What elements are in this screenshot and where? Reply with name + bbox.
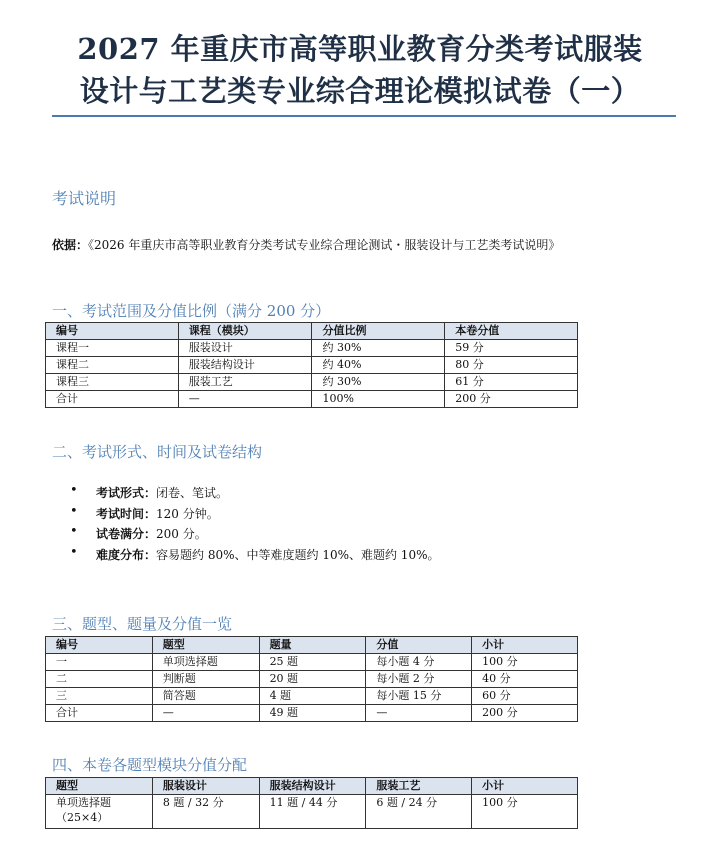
table-header-row: [46, 778, 578, 795]
table-cell: 服装设计: [178, 340, 312, 357]
table-cell: 约 30%: [312, 374, 445, 391]
item-text: 容易题约 80%、中等难度题约 10%、难题约 10%。: [156, 547, 440, 562]
table-row: [46, 357, 578, 374]
table-header-cell: 分值: [366, 637, 472, 654]
table-cell: 三: [46, 688, 153, 705]
title-line-1: 2027 年重庆市高等职业教育分类考试服装: [77, 32, 643, 66]
table-header-cell: 题型: [46, 778, 153, 795]
table-cell: 20 题: [259, 671, 366, 688]
question-type-table: [45, 636, 578, 722]
table-cell: —: [178, 391, 312, 408]
table-header-row: [46, 323, 578, 340]
table-cell: —: [366, 705, 472, 722]
table-header-cell: 课程（模块）: [178, 323, 312, 340]
table-cell: 200 分: [445, 391, 578, 408]
list-item: [70, 505, 439, 526]
table-header-cell: 题量: [259, 637, 366, 654]
table-cell: 约 30%: [312, 340, 445, 357]
table-cell: 40 分: [472, 671, 578, 688]
table-row: [46, 340, 578, 357]
table-cell: 49 题: [259, 705, 366, 722]
item-text: 闭卷、笔试。: [156, 486, 229, 500]
section4-title: 四、本卷各题型模块分值分配: [52, 756, 248, 774]
table-cell: [46, 795, 153, 829]
table-cell: 80 分: [445, 357, 578, 374]
table-cell: 合计: [46, 705, 153, 722]
table-row: [46, 374, 578, 391]
item-label: 考试形式：: [96, 486, 157, 500]
exam-notes-heading: 考试说明: [52, 189, 117, 208]
module-score-table: [45, 777, 578, 829]
title-line-2: 设计与工艺类专业综合理论模拟试卷（一）: [79, 74, 641, 108]
table-header-cell: 分值比例: [312, 323, 445, 340]
table-header-cell: 小计: [472, 637, 578, 654]
table-cell: 二: [46, 671, 153, 688]
list-item: [70, 525, 439, 546]
table-cell: 每小题 15 分: [366, 688, 472, 705]
table-header-cell: 服装结构设计: [259, 778, 366, 795]
table-cell: 服装结构设计: [178, 357, 312, 374]
table-cell: 4 题: [259, 688, 366, 705]
table-cell: 课程二: [46, 357, 179, 374]
table-row: [46, 671, 578, 688]
list-item: [70, 484, 439, 505]
table-cell: 11 题 / 44 分: [259, 795, 366, 829]
table-cell: 59 分: [445, 340, 578, 357]
table-cell: 每小题 2 分: [366, 671, 472, 688]
table-cell: 每小题 4 分: [366, 654, 472, 671]
table-header-cell: 编号: [46, 637, 153, 654]
basis-text: 《2026 年重庆市高等职业教育分类考试专业综合理论测试・服装设计与工艺类考试说明》: [88, 238, 561, 252]
table-cell: 100 分: [472, 654, 578, 671]
table-cell: 6 题 / 24 分: [366, 795, 472, 829]
item-label: 试卷满分：: [96, 527, 157, 541]
section3-title: 三、题型、题量及分值一览: [52, 615, 233, 633]
table-row: [46, 705, 578, 722]
table-header-row: [46, 637, 578, 654]
basis-label: 依据：: [52, 238, 89, 252]
table-row: [46, 795, 578, 829]
table-cell: 61 分: [445, 374, 578, 391]
row-type-note: （25×4）: [56, 811, 109, 824]
table-cell: 合计: [46, 391, 179, 408]
table-cell: 8 题 / 32 分: [152, 795, 259, 829]
table-header-cell: 本卷分值: [445, 323, 578, 340]
table-header-cell: 编号: [46, 323, 179, 340]
table-cell: 简答题: [152, 688, 259, 705]
title-divider: [52, 115, 676, 117]
table-cell: 100 分: [472, 795, 578, 829]
item-label: 考试时间：: [96, 506, 157, 521]
table-row: [46, 688, 578, 705]
score-ratio-table: [45, 322, 578, 408]
table-cell: 服装工艺: [178, 374, 312, 391]
table-header-cell: 服装工艺: [366, 778, 472, 795]
table-row: [46, 391, 578, 408]
table-header-cell: 小计: [472, 778, 578, 795]
item-text: 120 分钟。: [156, 506, 219, 521]
table-header-cell: 题型: [152, 637, 259, 654]
list-item: [70, 546, 439, 567]
table-cell: 课程一: [46, 340, 179, 357]
table-cell: 200 分: [472, 705, 578, 722]
table-row: [46, 654, 578, 671]
item-text: 200 分。: [156, 527, 207, 541]
row-type-label: 单项选择题: [56, 796, 111, 809]
exam-format-list: [70, 484, 439, 566]
section2-title: 二、考试形式、时间及试卷结构: [52, 443, 263, 461]
section1-title: 一、考试范围及分值比例（满分 200 分）: [52, 302, 331, 320]
table-cell: 单项选择题: [152, 654, 259, 671]
table-cell: 一: [46, 654, 153, 671]
table-cell: 25 题: [259, 654, 366, 671]
page-title: [50, 28, 670, 112]
table-cell: 100%: [312, 391, 445, 408]
table-cell: —: [152, 705, 259, 722]
table-cell: 课程三: [46, 374, 179, 391]
table-cell: 约 40%: [312, 357, 445, 374]
table-cell: 判断题: [152, 671, 259, 688]
basis-paragraph: [52, 236, 560, 253]
table-header-cell: 服装设计: [152, 778, 259, 795]
item-label: 难度分布：: [96, 547, 157, 562]
table-cell: 60 分: [472, 688, 578, 705]
